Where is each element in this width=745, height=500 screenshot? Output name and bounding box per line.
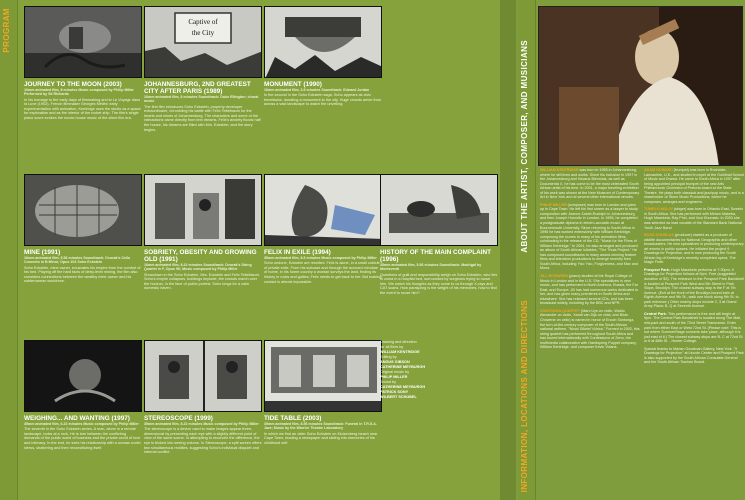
- film-credit: 16mm animated film, 8 minutes Music composed by Philip Miller Performed by Sil Richards: [24, 88, 134, 97]
- bio-name: WILLIAM KENTRIDGE: [540, 168, 579, 172]
- bio-text: (composer) was born in London and grew up in Cape Town. He left his first career as a lawyer to study composition with Jeanne Zaidel-Rudolph in Johannesburg and then Joseph Horovitz in London. In 1995, he completed a postgraduate diploma in electro-acoustic music at Bournemouth University. Since returning to South Africa in 1996 he has worked extensively with William Kentridge, composing the scores to many of his animation films, culminating in the release of the CD, "Music for the Films of William Kentridge." In 2004, he also arranged and produced an album of South African lullabies, "The Thula Project." He has composed soundtracks to many award-winning feature films and television productions to emerge recently from South Africa, including Yizo Yizo, Forgiveness, and Max and Mona.: [540, 202, 638, 271]
- film-description: Soho undone, Eckstein are reunited. Felix is alone, in a small cubicle of private exile. From his suitcase and through the accrued minutiae of home, in his home country a woman surveys the land, finding its history in rocks and gullies; Felix needs to get back to her. But making contact is almost impossible.: [264, 261, 382, 284]
- thanks-note: [644, 347, 744, 365]
- film-title: HISTORY OF THE MAIN COMPLAINT (1996): [380, 249, 492, 263]
- credit-line: Original music by: [380, 370, 410, 374]
- bio-text: (singer) was born in Orlando East, Soweto in South Africa. She has performed with Miriam Makeba, Hugh Masekela, Ray Phiri, and Vusi Khumalo. In 2003 she was selected as lead vocalist of the Standard Bank National Youth Jazz Band.: [644, 207, 743, 230]
- credit-line: Editing by: [380, 355, 397, 359]
- film-credit: 35mm animated film, 8.22 minutes Music composed by Philip Miller: [144, 422, 259, 426]
- artist-photo: [538, 6, 743, 166]
- film-credit: 16mm animated film, 8.22 minutes Soundtrack: Dvorak's String Quartet in F, Opus 96; Music composed by Philip Miller: [144, 263, 252, 272]
- film-description: In his homage to the early days of filmmaking and to Le Voyage dans la Lune (1902), French filmmaker Georges Méliès' early experimentation with animation, Kentridge uses the studio as a space for exploration and as the interior of the rocket ship. The film's single piano score evokes the movie-house music of the silent film era.: [24, 97, 141, 120]
- film-thumbnail: [144, 174, 262, 246]
- program-tab-label: PROGRAM: [2, 8, 11, 53]
- film-item: [264, 340, 382, 445]
- bio-text: (piano) studied at the Royal College of Music in London and in the U.S. She specializes in new music, and has performed in North America, Russia, the Far East, and Europe. Jill has had numerous works dedicated to her, and has given many premieres in South Africa and elsewhere. She has released several CDs, and has been broadcast widely, including by the BBC and NPR.: [540, 274, 639, 306]
- film-description: Soho Eckstein, mine owner, excavates his empire from the comfort of his bed. Playing off the hard facts of deep-level mining, the film also considers connections between the wealthy mine owner and his subterranean workforce.: [24, 265, 141, 284]
- film-item: [24, 6, 142, 121]
- film-description: In the second in the Soho Eckstein saga, Soho appears as civic benefactor, donating a monument to the city. Huge crowds arrive from across a vast landscape to watch the unveiling.: [264, 93, 382, 107]
- film-grid: [24, 6, 498, 496]
- film-credit: 35mm animated film, 5.56 minutes Soundtrack: Madrigal by Monteverdi: [380, 263, 482, 272]
- bio-entry: [644, 168, 744, 204]
- bio-name: TUMELO MOLOI: [644, 207, 673, 212]
- credit-name: CATHERINE MEYBURGH: [380, 385, 426, 389]
- bios-section: [540, 168, 744, 498]
- bio-entry: [644, 233, 744, 265]
- bio-entry: [540, 168, 640, 200]
- film-item: [24, 340, 142, 450]
- film-title: FELIX IN EXILE (1994): [264, 249, 331, 256]
- bio-entry: [540, 203, 640, 271]
- credit-name: WILBERT SCHUBEL: [380, 395, 417, 399]
- bio-name: PHILIP MILLER: [540, 202, 567, 207]
- credit-line: Drawing and direction: [380, 340, 417, 344]
- film-credit: 35mm animated film, 8.56 minutes Soundtrack: Funeral in T.R.S.A. Jazz; Music by the Warrior Theatre Laboratory: [264, 422, 377, 431]
- film-title: JOHANNESBURG, 2ND GREATEST CITY AFTER PARIS (1989): [144, 81, 251, 95]
- film-title: STEREOSCOPE (1999): [144, 415, 213, 422]
- film-description: In which we find an older Soho Eckstein on Muizenberg beach near Cape Town, reading a newspaper and sliding into memories of his childhood self.: [264, 431, 378, 445]
- film-credit: 35mm animated film, 8.5 minutes Music composed by Philip Miller: [264, 256, 377, 260]
- credit-name: WILLIAM KENTRIDGE: [380, 350, 420, 354]
- film-thumbnail: [264, 340, 382, 412]
- thanks-text: Special thanks to Marian Goodman Gallery, New York. "9 Drawings for Projection" at Lincoln Center and Prospect Park is also supported by the South African Consulate General and the South African Tourism Board.: [644, 346, 744, 365]
- film-credit: 16mm animated film, 5.56 minutes Soundtrack: Dvorak's Cello Concerto in B Minor, Opus 104 Soho Eckstein: [24, 256, 131, 265]
- production-credits: [380, 340, 490, 400]
- bio-text: was born in 1955 in Johannesburg, where he still lives and works. Since his inclusion in 1997 in the Johannesburg and Havana Biennials, as well as Documenta X, he has come to be the most celebrated South African artist of his time. In 2001, a major traveling exhibition of his work was shown at the New Museum of Contemporary Art in New York and at several other international venues.: [540, 168, 640, 200]
- info-tab-label: INFORMATION, LOCATIONS AND DIRECTIONS: [520, 300, 529, 493]
- film-item: [264, 6, 382, 107]
- location-text: Hugh Masekela performs at 7:30pm; 9 Drawings for Projection follows at 9pm. Free (suggested donation of $3). The entrance to the Prospect Park Bandshell is located at Prospect Park West and 9th Street in Park Slope, Brooklyn. The closest subway stop is the F at 7th Avenue. (Exit at the front of the Brooklyn-bound train at Eighth Avenue and 9th St., walk one block along 9th St. to park entrance.) Other nearby stops include 2, 3 at Grand Army Plaza; B, Q at Seventh Avenue.: [644, 267, 744, 309]
- film-item: [144, 6, 262, 132]
- film-credit: 35mm animated film, 6.22 minutes Music composed by Philip Miller: [24, 422, 139, 426]
- fold-gutter: [500, 0, 516, 500]
- about-tab: [518, 0, 536, 500]
- film-item: [264, 174, 382, 284]
- credit-name: ANGUS GIBSON: [380, 360, 410, 364]
- about-panel: [518, 0, 745, 500]
- location-name: Central Park:: [644, 311, 667, 316]
- film-item: [144, 174, 262, 291]
- svg-text:the City: the City: [191, 29, 215, 37]
- film-title: SOBRIETY, OBESITY AND GROWING OLD (1991): [144, 249, 257, 263]
- film-item: [24, 174, 142, 284]
- film-credit: 16mm animated film, 3.5 minutes Soundtrack: Edward Jordan: [264, 88, 370, 92]
- bio-entry: [540, 274, 640, 306]
- film-item: [144, 340, 262, 455]
- film-title: MINE (1991): [24, 249, 61, 256]
- film-thumbnail: [144, 6, 262, 78]
- bio-text: (producer) started as a producer of wildlife documentaries for National Geographic and other broadcasters. He now specializes in producing contemporary art events in public spaces. He initiated the project 9 Drawings for Projection, and is now producing the South African leg of Kentridge's recently completed opera, The Magic Flute.: [644, 233, 744, 265]
- film-title: WEIGHING... AND WANTING (1997): [24, 415, 130, 422]
- film-description: The first film introduces Soho Eckstein, property developer extraordinaire, chronicling his battle with Felix Teitelbaum for the hearts and mines of Johannesburg. The characters and some of the interactions came directly from text dreams. Felix's anxiety floods half the house, his dreams are filled with Mrs. Eckstein, and the story begins.: [144, 104, 261, 132]
- film-description: Showdown in the Soho Eckstein, Mrs. Eckstein and Felix Teitelbaum. Soho's empire collapses, buildings implode, the crowds march over the horizon, in the face of public protest, Soho longs for a calm domestic haven.: [144, 272, 261, 291]
- film-title: TIDE TABLE (2003): [264, 415, 322, 422]
- film-thumbnail: [24, 340, 142, 412]
- location-name: Prospect Park:: [644, 267, 671, 272]
- film-item: [380, 174, 498, 296]
- location-text: This performance is free and will begin at 9pm. The Central Park Bandshell is located along The Mall, mid-park and south of the 72nd Street Transverse. Enter park from either East or West 72nd St. (Please note: This is not where SummerStage concerts take place, although it is just east of it.) The closest subway stops are B, C at 72nd St or 6 at 68th St. - Hunter College.: [644, 311, 743, 344]
- bio-name: ADAM HOWARD: [644, 168, 673, 172]
- bio-text: (Marc Uys on violin, Waldo Alexander on violin, Xandi van Dijk on viola, and Brian Chowene on cello) is named in honor of Enoch Sontonga, the turn-of-the-century composer of the South African national anthem, "Nkosi Sikelel' iAfrica." Formed in 2002, this string quartet has performed throughout South Africa and has toured internationally with Confessions of Zeno, the multimedia collaboration with Handspring Puppet company, William Kentridge, and composer Kevin Volans.: [540, 308, 640, 350]
- film-title: MONUMENT (1990): [264, 81, 322, 88]
- film-title: JOURNEY TO THE MOON (2003): [24, 81, 122, 88]
- about-tab-label: ABOUT THE ARTIST, COMPOSER, AND MUSICIANS: [520, 40, 529, 253]
- film-thumbnail: [144, 340, 262, 412]
- bio-name: JILL RICHARDS: [540, 274, 568, 279]
- bio-entry: [540, 309, 640, 350]
- film-thumbnail: [380, 174, 498, 246]
- film-thumbnail: [24, 174, 142, 246]
- program-tab: [0, 0, 18, 500]
- bios-column-right: [644, 168, 744, 368]
- film-thumbnail: [264, 174, 382, 246]
- svg-text:Captive of: Captive of: [188, 18, 218, 26]
- film-description: The seventh in the Soho Eckstein series. A man, alone in a remote landscape, looks at a rock. He is torn between the conflicting demands of the public world of business and the private world of love and intimacy. In the end, he sees his relationship with a woman under stress, shattering and then reconstituting itself.: [24, 427, 141, 450]
- film-thumbnail: [264, 6, 382, 78]
- film-thumbnail: [24, 6, 142, 78]
- credit-line: Sound by: [380, 380, 397, 384]
- bio-name: SONTONGA QUARTET: [540, 308, 580, 313]
- credit-name: PHILIP MILLER: [380, 375, 408, 379]
- film-description: Questions of guilt and responsibility weigh on Soho Eckstein, who lies in coma in a hospital bed, surrounded by surgeons trying to rouse him. We watch his thoughts as they come to us through X-rays and CAT scans. How paralyzing is the weight of his memories, how to find the event to rouse him?: [380, 272, 498, 295]
- bio-name: ROSS DOUGLAS: [644, 233, 674, 238]
- location-entry: [644, 312, 744, 344]
- film-description: The stereoscope is a device used to make images appear three-dimensional by presenting each eye with a slightly different point of view of the same scene. In attempting to reconcile the difference, the eye is tricked into seeing volume. In Stereoscope, a split screen offers two simultaneous realities, suggesting Soho's individual disquiet and internal conflict.: [144, 427, 262, 455]
- film-credit: 16mm animated film, 8 minutes Soundtrack: Duke Ellington; choral music: [144, 95, 259, 104]
- credit-line: for all films by: [380, 345, 404, 349]
- bios-column-left: [540, 168, 640, 353]
- bio-text: (trumpet) was born in Rochdale, Lancashire, U.K., and studied trumpet at the Guildhall School of Music and Drama. He came to South Africa in 1997 after being appointed principal trumpet of the new Arts Philharmonic Orchestra of Pretoria based at the State Theatre. He plays both classical and jazz/pop music, and is a shareholder of Stone Music Productions, where he composes, arranges and engineers.: [644, 168, 744, 204]
- bio-entry: [644, 207, 744, 230]
- location-entry: [644, 268, 744, 309]
- credit-name: PATRICK SONY: [380, 390, 409, 394]
- credit-name: CATHERINE MEYBURGH: [380, 365, 426, 369]
